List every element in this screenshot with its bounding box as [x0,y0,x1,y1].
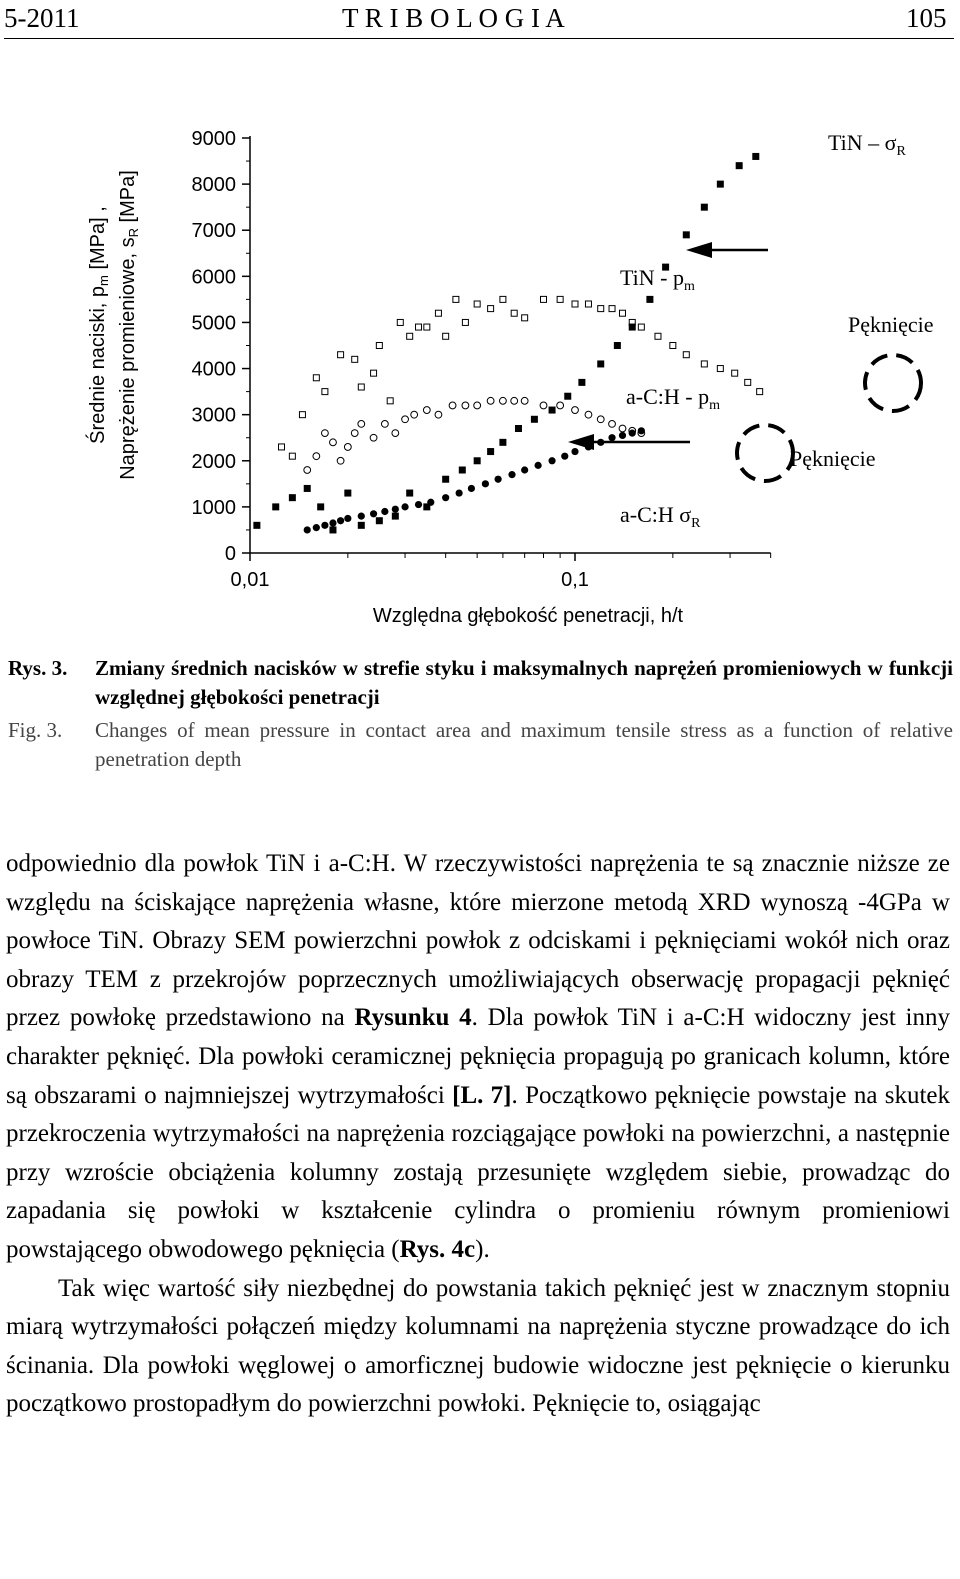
data-point-open-square [289,453,295,459]
data-point-open-square [338,352,344,358]
data-point-open-square [609,306,615,312]
journal-issue: 5-2011 [4,3,80,33]
data-point-open-square [655,333,661,339]
data-point-filled-circle [495,476,502,483]
caption-pl [8,654,953,712]
data-point-filled-square [487,448,494,455]
data-point-filled-square [717,181,724,188]
data-point-filled-square [752,153,759,160]
data-point-open-square [376,343,382,349]
data-point-open-square [572,301,578,307]
data-point-open-circle [423,407,430,414]
data-point-filled-circle [415,501,422,508]
data-point-filled-circle [337,517,344,524]
data-point-filled-square [474,457,481,464]
y-tick-label: 2000 [191,450,236,473]
data-point-open-square [474,301,480,307]
header-rule [4,38,954,39]
data-point-filled-square [515,425,522,432]
data-point-open-circle [511,397,518,404]
paragraph-2: Tak więc wartość siły niezbędnej do powstania takich pęknięć jest w znacznym stopniu miarą wytrzymałości połączeń między kolumnami na naprężenia styczne prowadzące do ich ścinania. Dla powłoki węglowej o amorficznej budowie widoczne jest pęknięcie o kierunku początkowo prostopadłym do powierzchni powłoki. Pęknięcie to, osiągając [6,1274,950,1418]
data-point-filled-square [304,485,311,492]
data-point-filled-circle [427,499,434,506]
data-point-filled-circle [344,515,351,522]
data-point-filled-circle [468,485,475,492]
page-header [0,0,960,34]
data-point-open-circle [313,453,320,460]
data-point-filled-square [531,416,538,423]
data-point-open-circle [487,397,494,404]
data-point-filled-square [392,513,399,520]
data-point-filled-square [614,342,621,349]
x-axis [231,553,771,591]
data-point-open-square [670,343,676,349]
data-point-filled-circle [358,513,365,520]
data-point-open-circle [540,402,547,409]
data-point-filled-circle [329,519,336,526]
data-point-filled-circle [401,503,408,510]
data-point-open-square [511,310,517,316]
data-point-open-square [387,398,393,404]
data-point-open-square [278,444,284,450]
data-point-open-square [488,306,494,312]
data-point-filled-circle [521,466,528,473]
data-point-open-square [638,324,644,330]
data-point-filled-square [597,360,604,367]
data-point-open-circle [609,420,616,427]
data-point-open-circle [337,457,344,464]
data-point-open-square [732,370,738,376]
data-point-filled-square [344,490,351,497]
data-point-open-circle [304,467,311,474]
y-tick-label: 3000 [191,404,236,427]
data-point-filled-square [358,522,365,529]
annotation-crack-1: Pęknięcie [848,312,934,337]
data-point-open-circle [462,402,469,409]
caption-en [8,716,953,774]
data-point-open-square [407,333,413,339]
data-point-filled-circle [370,510,377,517]
data-point-open-circle [521,397,528,404]
data-point-open-circle [358,420,365,427]
data-point-open-square [717,366,723,372]
data-point-open-square [416,324,422,330]
data-point-open-square [683,352,689,358]
data-point-open-circle [449,402,456,409]
y-tick-label: 9000 [191,128,236,150]
data-point-filled-square [317,503,324,510]
data-point-filled-circle [482,480,489,487]
data-point-filled-square [683,231,690,238]
y-tick-label: 5000 [191,312,236,335]
data-point-filled-square [253,522,260,529]
series-filled-square [253,153,759,534]
data-point-filled-circle [638,427,645,434]
data-point-filled-circle [456,489,463,496]
data-point-filled-square [406,490,413,497]
data-point-filled-circle [629,430,636,437]
y-tick-label: 4000 [191,358,236,381]
data-point-filled-circle [619,432,626,439]
caption-en-label: Fig. 3. [8,718,63,742]
data-point-open-square [585,301,591,307]
svg-text:Naprężenie promieniowe, sR [MP: Naprężenie promieniowe, $s_R$ [MPa] [117,170,141,480]
data-point-open-square [443,333,449,339]
data-point-filled-square [289,494,296,501]
y-axis-label [85,170,141,480]
data-point-filled-circle [321,522,328,529]
annotation-tin-sigma: TiN – $\sigma_R$ [828,130,906,159]
crack-circle-ach [737,425,793,481]
data-point-filled-square [376,517,383,524]
body-text [6,845,950,1424]
series-open-square [278,296,762,459]
data-point-filled-circle [442,494,449,501]
data-point-filled-square [701,204,708,211]
data-point-open-square [453,296,459,302]
data-point-open-square [541,296,547,302]
x-tick-label: 0,1 [561,569,589,591]
data-point-filled-circle [608,434,615,441]
caption-en-text: Changes of mean pressure in contact area and maximum tensile stress as a function of relative penetration depth [95,718,953,771]
data-point-open-circle [392,430,399,437]
data-point-open-circle [344,444,351,451]
figure-chart [0,110,960,630]
data-point-filled-circle [313,524,320,531]
y-tick-label: 0 [224,543,236,565]
data-point-open-square [397,319,403,325]
data-point-filled-square [499,439,506,446]
data-point-open-square [757,389,763,395]
data-point-open-circle [499,397,506,404]
data-point-filled-square [578,379,585,386]
data-point-open-square [358,384,364,390]
data-point-open-circle [321,430,328,437]
data-point-filled-square [459,467,466,474]
annotation-tin-pm: TiN - $p_m$ [620,265,695,294]
chart-marks [253,153,762,534]
x-axis-label: Względna głębokość penetracji, h/t [372,605,684,627]
paragraph-1: odpowiednio dla powłok TiN i a-C:H. W rzeczywistości naprężenia te są znacznie niższe ze względu na ściskające naprężenia własne, które mierzone metodą XRD wynoszą -4GPa w powłoce TiN. Obrazy SEM powierzchni powłok z odciskami i pęknięciami wokół nich oraz obrazy TEM z przekrojów poprzecznych umożliwiających obserwację propagacji pęknięć przez powłokę przedstawiono na Rysunku 4. Dla powłok TiN i a-C:H widoczny jest inny charakter pęknięć. Dla powłoki ceramicznej pęknięcia propagują po granicach kolumn, które są obszarami o najmniejszej wytrzymałości [L. 7]. Początkowo pęknięcie powstaje na skutek przekroczenia wytrzymałości na naprężenia rozciągające powłoki na powierzchni, a następnie przy wzroście obciążenia kolumny zostają przesunięte względem siebie, prowadząc do zapadania się powłoki w kształcenie cylindra o promieniu równym promieniowi powstającego obwodowego pęknięcia (Rys. 4c). [6,850,951,1263]
ref-literature: [L. 7] [452,1081,512,1109]
data-point-open-square [557,296,563,302]
data-point-open-circle [474,402,481,409]
data-point-filled-square [442,476,449,483]
data-point-filled-circle [535,462,542,469]
data-point-open-circle [411,411,418,418]
data-point-filled-circle [392,506,399,513]
data-point-open-circle [572,407,579,414]
data-point-filled-circle [381,508,388,515]
data-point-filled-circle [571,448,578,455]
data-point-open-square [701,361,707,367]
data-point-filled-square [549,407,556,414]
data-point-open-circle [402,416,409,423]
caption-pl-text: Zmiany średnich nacisków w strefie styku i maksymalnych naprężeń promieniowych w funkcji względnej głębokości penetracji [95,656,953,709]
arrow-ach-sigma [568,434,690,450]
data-point-filled-square [564,393,571,400]
ref-figure-4c: Rys. 4c [399,1235,476,1263]
data-point-open-square [745,379,751,385]
ref-figure-4: Rysunku 4 [354,1004,472,1032]
svg-text:Średnie naciski, pm [MPa] ,: Średnie naciski, $p_m$ [MPa] , [87,206,111,444]
data-point-filled-circle [548,457,555,464]
data-point-open-square [352,356,358,362]
journal-title: T R I B O L O G I A [342,3,565,33]
data-point-open-square [299,412,305,418]
annotation-crack-2: Pęknięcie [790,446,876,471]
data-point-open-square [435,310,441,316]
data-point-filled-square [272,503,279,510]
y-tick-label: 1000 [191,496,236,519]
caption-pl-label: Rys. 3. [8,656,68,680]
data-point-open-square [322,389,328,395]
data-point-open-circle [381,420,388,427]
data-point-open-circle [351,430,358,437]
y-tick-label: 6000 [191,266,236,289]
data-point-open-square [313,375,319,381]
data-point-open-square [619,310,625,316]
data-point-open-square [598,306,604,312]
data-point-open-square [371,370,377,376]
arrow-tin-sigma [686,242,768,258]
y-tick-label: 7000 [191,220,236,243]
data-point-filled-square [329,526,336,533]
data-point-open-square [462,319,468,325]
data-point-open-circle [585,411,592,418]
data-point-open-circle [330,439,337,446]
data-point-filled-circle [508,471,515,478]
x-tick-label: 0,01 [230,569,270,591]
data-point-open-circle [597,416,604,423]
data-point-open-square [500,296,506,302]
data-point-open-circle [619,425,626,432]
y-axis [192,128,251,565]
data-point-filled-square [736,162,743,169]
data-point-filled-square [646,296,653,303]
data-point-filled-circle [304,526,311,533]
page-number: 105 [906,3,947,33]
annotation-ach-pm: a-C:H - $p_m$ [626,384,720,413]
data-point-filled-square [629,324,636,331]
data-point-filled-circle [561,453,568,460]
data-point-open-circle [435,411,442,418]
data-point-open-square [424,324,430,330]
data-point-open-circle [370,434,377,441]
crack-circle-tin [865,355,921,411]
y-tick-label: 8000 [191,174,236,197]
data-point-open-square [522,315,528,321]
annotation-ach-sigma: a-C:H $\sigma_R$ [620,502,701,531]
data-point-open-circle [557,402,564,409]
